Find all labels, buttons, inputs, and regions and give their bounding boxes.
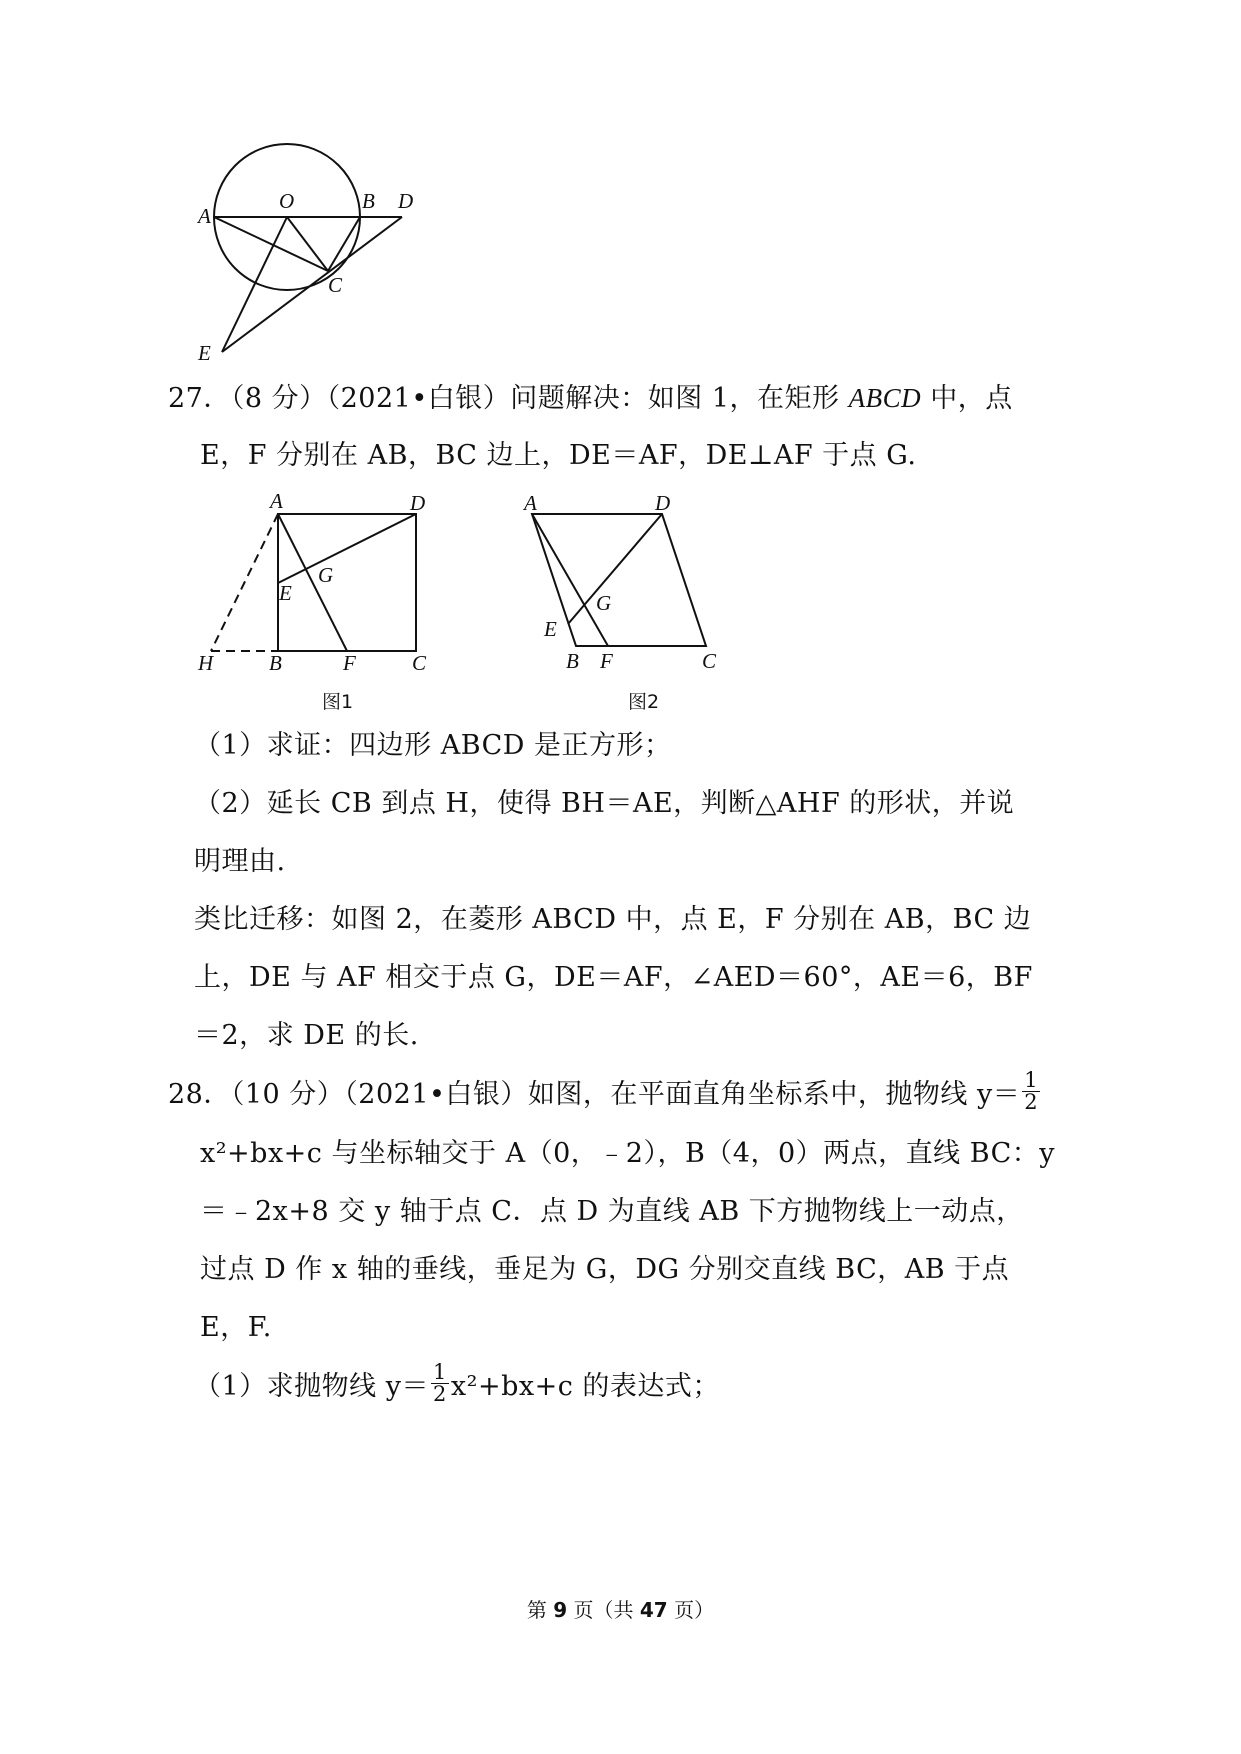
page-footer: 第 9 页（共 47 页） <box>526 1598 715 1622</box>
label-A: A <box>524 491 537 515</box>
circle-figure <box>190 140 450 380</box>
label-C: C <box>702 649 717 673</box>
q27-part2-line1: （2）延长 CB 到点 H，使得 BH＝AE，判断△AHF 的形状，并说 <box>194 788 1015 819</box>
figure-1 <box>190 486 450 716</box>
figure-2-caption: 图2 <box>628 691 660 713</box>
q28-line2: x²+bx+c 与坐标轴交于 A（0，﹣2），B（4，0）两点，直线 BC：y <box>200 1138 1055 1169</box>
label-A: A <box>270 489 283 513</box>
label-A: A <box>198 204 211 228</box>
q27-transfer-line2: 上，DE 与 AF 相交于点 G，DE＝AF，∠AED＝60°，AE＝6，BF <box>194 962 1033 993</box>
label-E: E <box>544 617 557 641</box>
label-D: D <box>655 491 671 515</box>
label-O: O <box>279 189 295 213</box>
label-F: F <box>343 651 356 675</box>
label-F: F <box>600 649 613 673</box>
q28-line4: 过点 D 作 x 轴的垂线，垂足为 G，DG 分别交直线 BC，AB 于点 <box>200 1254 1010 1285</box>
label-G: G <box>596 591 612 615</box>
q27-transfer-line1: 类比迁移：如图 2，在菱形 ABCD 中，点 E，F 分别在 AB，BC 边 <box>194 904 1032 935</box>
q27-part2-line2: 明理由. <box>194 846 286 877</box>
q27-line1: 27．（8 分）（2021•白银）问题解决：如图 1，在矩形 ABCD 中，点 <box>168 383 1013 414</box>
figure-2 <box>520 486 760 716</box>
page-total: 47 <box>639 1598 668 1622</box>
fraction-half: $\frac{1}{2}$ <box>433 1360 447 1406</box>
label-E: E <box>198 341 211 365</box>
label-C: C <box>328 273 343 297</box>
figure-1-caption: 图1 <box>322 691 354 713</box>
label-C: C <box>412 651 427 675</box>
label-E: E <box>279 581 292 605</box>
q27-line2: E，F 分别在 AB，BC 边上，DE＝AF，DE⊥AF 于点 G. <box>200 440 917 471</box>
q28-part1: （1）求抛物线 y＝ $\frac{1}{2}$ x²+bx+c 的表达式； <box>194 1360 720 1406</box>
label-B: B <box>362 189 375 213</box>
label-G: G <box>318 563 334 587</box>
q27-part1: （1）求证：四边形 ABCD 是正方形； <box>194 730 672 761</box>
q27-transfer-line3: ＝2，求 DE 的长. <box>194 1020 419 1051</box>
q28-line3: ＝﹣2x+8 交 y 轴于点 C．点 D 为直线 AB 下方抛物线上一动点， <box>200 1196 1024 1227</box>
label-D: D <box>410 491 426 515</box>
q28-line1: 28．（10 分）（2021•白银）如图，在平面直角坐标系中，抛物线 y＝ $\frac{1}{2}$ <box>168 1068 1039 1114</box>
label-B: B <box>566 649 579 673</box>
page-number: 9 <box>553 1598 568 1622</box>
fraction-half: $\frac{1}{2}$ <box>1024 1068 1039 1114</box>
q28-line5: E，F. <box>200 1312 272 1343</box>
label-B: B <box>269 651 282 675</box>
label-H: H <box>198 651 214 675</box>
label-D: D <box>398 189 414 213</box>
